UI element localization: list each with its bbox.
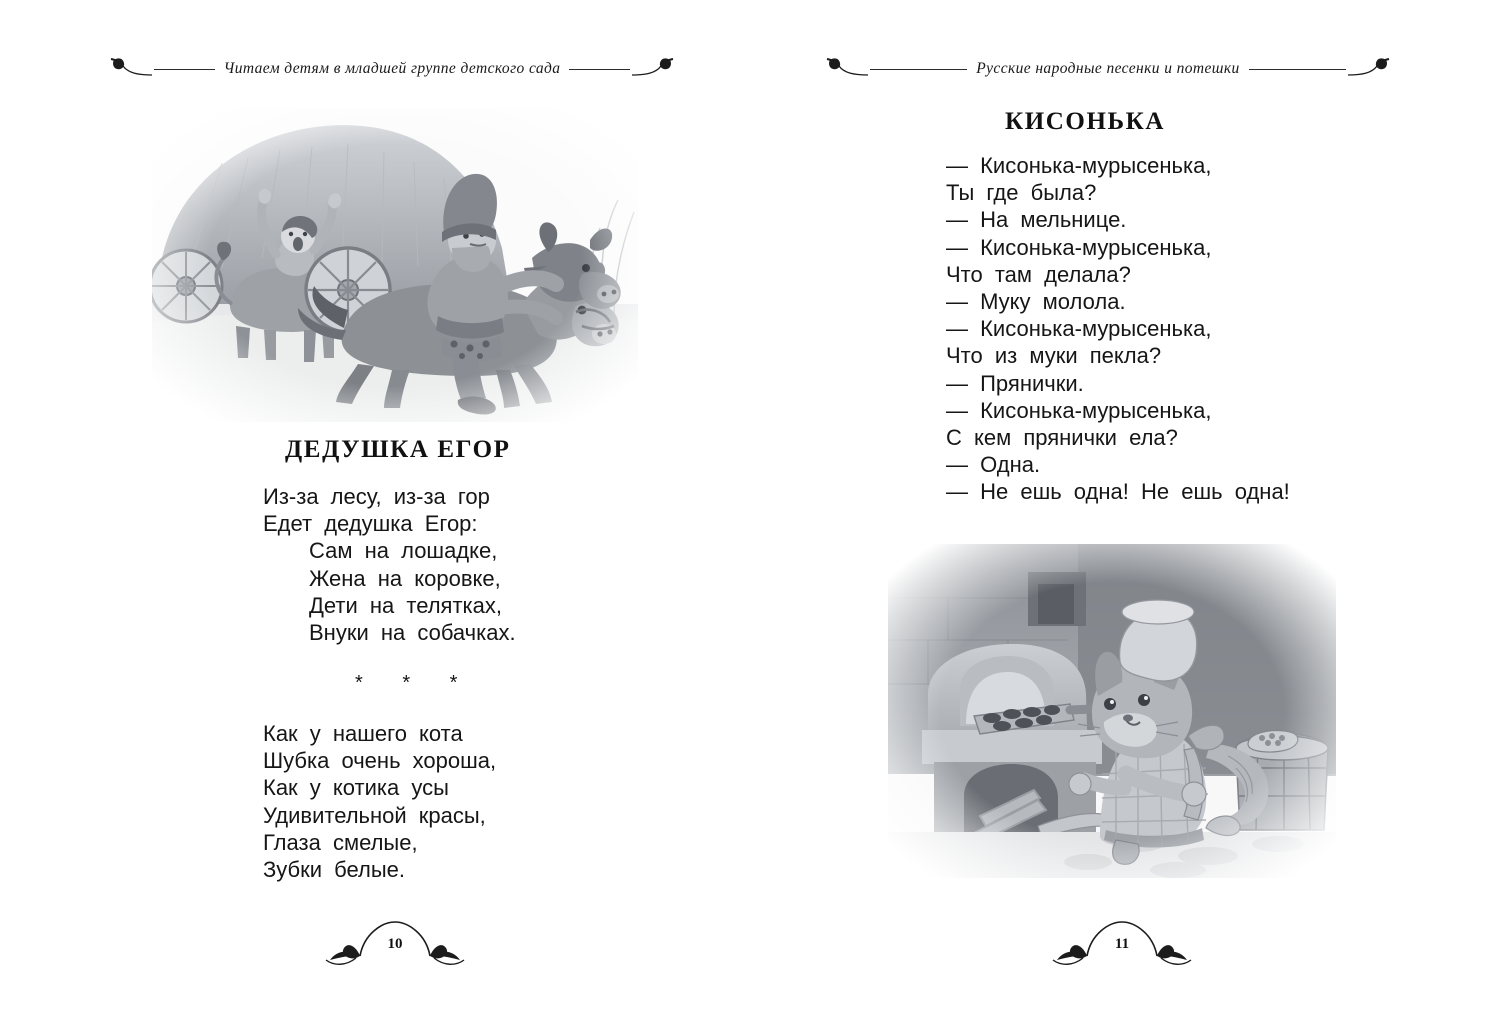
- verse-line: Удивительной красы,: [263, 802, 486, 828]
- verse-line: Глаза смелые,: [263, 829, 418, 855]
- verse-line: Зубки белые.: [263, 857, 406, 883]
- poem-kak-u-nashego-kota: [263, 720, 496, 883]
- verse-line: — На мельнице.: [946, 207, 1127, 233]
- verse-line: Как у котика усы: [263, 775, 449, 801]
- illustration-dedushka-egor: [152, 108, 638, 422]
- running-head-text: Читаем детям в младшей группе детского сада: [223, 60, 561, 77]
- folio-right: [1047, 912, 1197, 972]
- verse-line: — Не ешь одна! Не ешь одна!: [946, 479, 1290, 505]
- verse-line: — Прянички.: [946, 370, 1084, 396]
- section-divider-asterisks: * * *: [355, 672, 475, 694]
- poem-title-kisonka: КИСОНЬКА: [1005, 108, 1166, 135]
- verse-line: — Кисонька-мурысенька,: [946, 397, 1212, 423]
- page-right: [750, 0, 1500, 1010]
- running-head-text: Русские народные песенки и потешки: [976, 60, 1240, 77]
- flourish-leaf-icon: [1346, 54, 1392, 84]
- verse-line: — Кисонька-мурысенька,: [946, 153, 1212, 178]
- verse-line: — Кисонька-мурысенька,: [946, 316, 1212, 342]
- rule-right: [569, 69, 630, 70]
- illustration-kisonka-stove: [888, 544, 1336, 878]
- folio-left: [320, 912, 470, 972]
- rule-right: [1249, 69, 1346, 70]
- verse-line: Жена на коровке,: [309, 565, 501, 591]
- verse-line: С кем прянички ела?: [946, 425, 1178, 451]
- flourish-leaf-icon: [630, 54, 676, 84]
- verse-line: Ты где была?: [946, 180, 1097, 206]
- verse-line: Дети на телятках,: [309, 592, 502, 618]
- poem-kisonka: [946, 152, 1290, 506]
- verse-line: Как у нашего кота: [263, 721, 463, 746]
- verse-line: Шубка очень хороша,: [263, 748, 497, 774]
- page-number: 11: [1114, 936, 1130, 952]
- verse-line: Что там делала?: [946, 261, 1131, 287]
- verse-line: — Кисонька-мурысенька,: [946, 234, 1212, 260]
- poem-title-dedushka-egor: ДЕДУШКА ЕГОР: [285, 436, 511, 463]
- flourish-leaf-icon: [108, 54, 154, 84]
- verse-line: Из-за лесу, из-за гор: [263, 484, 490, 509]
- verse-line: Что из муки пекла?: [946, 343, 1162, 369]
- rule-left: [870, 69, 967, 70]
- rule-left: [154, 69, 215, 70]
- verse-line: Едет дедушка Егор:: [263, 511, 478, 537]
- verse-line: Внуки на собачках.: [309, 620, 516, 646]
- verse-line: — Одна.: [946, 452, 1041, 478]
- running-head-left: [108, 52, 676, 86]
- running-head-right: [824, 52, 1392, 86]
- page-number: 10: [387, 936, 403, 952]
- verse-line: Сам на лошадке,: [309, 538, 498, 564]
- flourish-leaf-icon: [824, 54, 870, 84]
- verse-line: — Муку молола.: [946, 289, 1126, 315]
- poem-dedushka-egor: [263, 483, 516, 646]
